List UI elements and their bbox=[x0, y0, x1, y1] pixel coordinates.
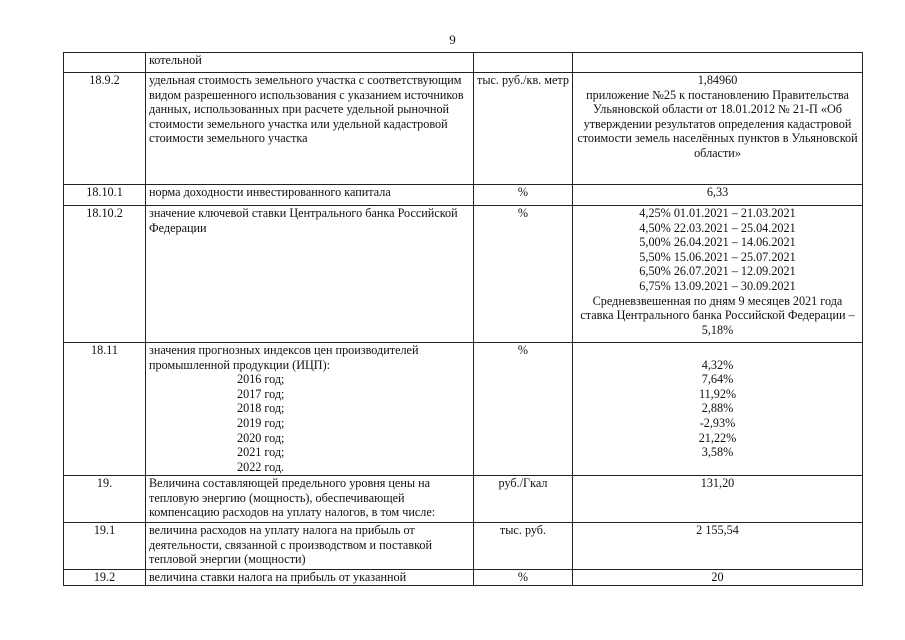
table-row bbox=[64, 73, 863, 185]
row-description-text: удельная стоимость земельного участка с соответствующим видом разрешенного использования с указанием источников данных, использованных при расчете удельной рыночной стоимости земельного участка или удельной кадастровой стоимости земельного участка bbox=[149, 73, 464, 146]
value-line: 6,50% 26.07.2021 – 12.09.2021 bbox=[639, 264, 796, 279]
row-unit-cell: тыс. руб./кв. метр bbox=[474, 73, 573, 185]
row-description-cell bbox=[146, 185, 474, 206]
row-value-cell bbox=[573, 570, 863, 586]
forecast-year: 2021 год; bbox=[237, 445, 285, 460]
row-description-cell bbox=[146, 570, 474, 586]
row-unit-cell: руб./Гкал bbox=[474, 476, 573, 523]
row-unit-cell bbox=[474, 53, 573, 73]
value-line: 6,75% 13.09.2021 – 30.09.2021 bbox=[639, 278, 796, 293]
value-line: приложение №25 к постановлению Правительства Ульяновской области от 18.01.2012 № 21-П «Об утверждении результатов определения кадастровой стоимости земель населённых пунктов в Ульяновской области» bbox=[577, 87, 858, 160]
forecast-value: -2,93% bbox=[699, 415, 736, 430]
forecast-value: 11,92% bbox=[698, 386, 737, 401]
forecast-year: 2022 год. bbox=[237, 459, 285, 474]
row-unit-cell: % bbox=[474, 570, 573, 586]
row-description-text: Величина составляющей предельного уровня цены на тепловую энергию (мощность), обеспечивающей компенсацию расходов на уплату налогов, в том числе: bbox=[149, 476, 436, 520]
row-unit-cell: % bbox=[474, 185, 573, 206]
forecast-value: 21,22% bbox=[698, 430, 737, 445]
row-unit-cell: % bbox=[474, 206, 573, 343]
value-line: 4,50% 22.03.2021 – 25.04.2021 bbox=[639, 220, 796, 235]
table-row bbox=[64, 206, 863, 343]
row-number-cell: 18.10.1 bbox=[64, 185, 146, 206]
table-row bbox=[64, 53, 863, 73]
forecast-value: 7,64% bbox=[701, 372, 734, 387]
forecast-year: 2016 год; bbox=[237, 372, 285, 387]
row-number-cell: 19.1 bbox=[64, 523, 146, 570]
value-line: 5,00% 26.04.2021 – 14.06.2021 bbox=[639, 235, 796, 250]
row-unit-cell: тыс. руб. bbox=[474, 523, 573, 570]
table-row bbox=[64, 185, 863, 206]
row-value-cell bbox=[573, 73, 863, 185]
forecast-value: 3,58% bbox=[701, 445, 734, 460]
table-row bbox=[64, 523, 863, 570]
row-value-cell bbox=[573, 206, 863, 343]
row-description-cell bbox=[146, 53, 474, 73]
row-value-cell bbox=[573, 343, 863, 476]
row-value-cell bbox=[573, 476, 863, 523]
row-number-cell: 19. bbox=[64, 476, 146, 523]
value-line: 1,84960 bbox=[697, 73, 738, 87]
forecast-value: 2,88% bbox=[701, 401, 734, 416]
row-number-cell: 18.9.2 bbox=[64, 73, 146, 185]
row-description-cell bbox=[146, 523, 474, 570]
page-number: 9 bbox=[449, 32, 456, 47]
value-line: 4,25% 01.01.2021 – 21.03.2021 bbox=[639, 206, 796, 220]
row-unit-cell: % bbox=[474, 343, 573, 476]
row-value-cell bbox=[573, 523, 863, 570]
value-line: 6,33 bbox=[706, 185, 729, 199]
row-description-cell bbox=[146, 206, 474, 343]
forecast-year: 2020 год; bbox=[237, 430, 285, 445]
forecast-value: 4,32% bbox=[701, 357, 734, 372]
value-line: 2 155,54 bbox=[696, 523, 739, 537]
row-description-cell bbox=[146, 343, 474, 476]
row-value-cell bbox=[573, 53, 863, 73]
forecast-year: 2017 год; bbox=[237, 386, 285, 401]
forecast-year: 2019 год; bbox=[237, 415, 285, 430]
row-description-text: значение ключевой ставки Центрального банка Российской Федерации bbox=[149, 206, 458, 235]
row-description-text: норма доходности инвестированного капитала bbox=[149, 185, 391, 199]
forecast-year: 2018 год; bbox=[237, 401, 285, 416]
row-number-cell: 18.10.2 bbox=[64, 206, 146, 343]
row-number-cell: 18.11 bbox=[64, 343, 146, 476]
table-row bbox=[64, 570, 863, 586]
row-description-text: котельной bbox=[149, 53, 202, 67]
value-spacer bbox=[576, 343, 859, 358]
row-description-text: величина расходов на уплату налога на прибыль от деятельности, связанной с производством и поставкой тепловой энергии (мощности) bbox=[149, 523, 433, 567]
tariff-parameters-table bbox=[63, 52, 863, 586]
row-description-text: величина ставки налога на прибыль от указанной bbox=[149, 570, 407, 584]
row-description-cell bbox=[146, 73, 474, 185]
row-description-text: значения прогнозных индексов цен производителей промышленной продукции (ИЦП): bbox=[149, 343, 419, 372]
forecast-values-list bbox=[576, 358, 859, 460]
table-row bbox=[64, 343, 863, 476]
row-number-cell: 19.2 bbox=[64, 570, 146, 586]
value-line: 131,20 bbox=[700, 476, 735, 490]
row-description-cell bbox=[146, 476, 474, 523]
value-line: 5,50% 15.06.2021 – 25.07.2021 bbox=[639, 249, 796, 264]
value-line: Средневзвешенная по дням 9 месяцев 2021 года ставка Центрального банка Российской Федерации – 5,18% bbox=[580, 293, 855, 337]
forecast-years-list bbox=[149, 372, 470, 474]
row-number-cell bbox=[64, 53, 146, 73]
value-line: 20 bbox=[711, 570, 724, 584]
row-value-cell bbox=[573, 185, 863, 206]
table-row bbox=[64, 476, 863, 523]
